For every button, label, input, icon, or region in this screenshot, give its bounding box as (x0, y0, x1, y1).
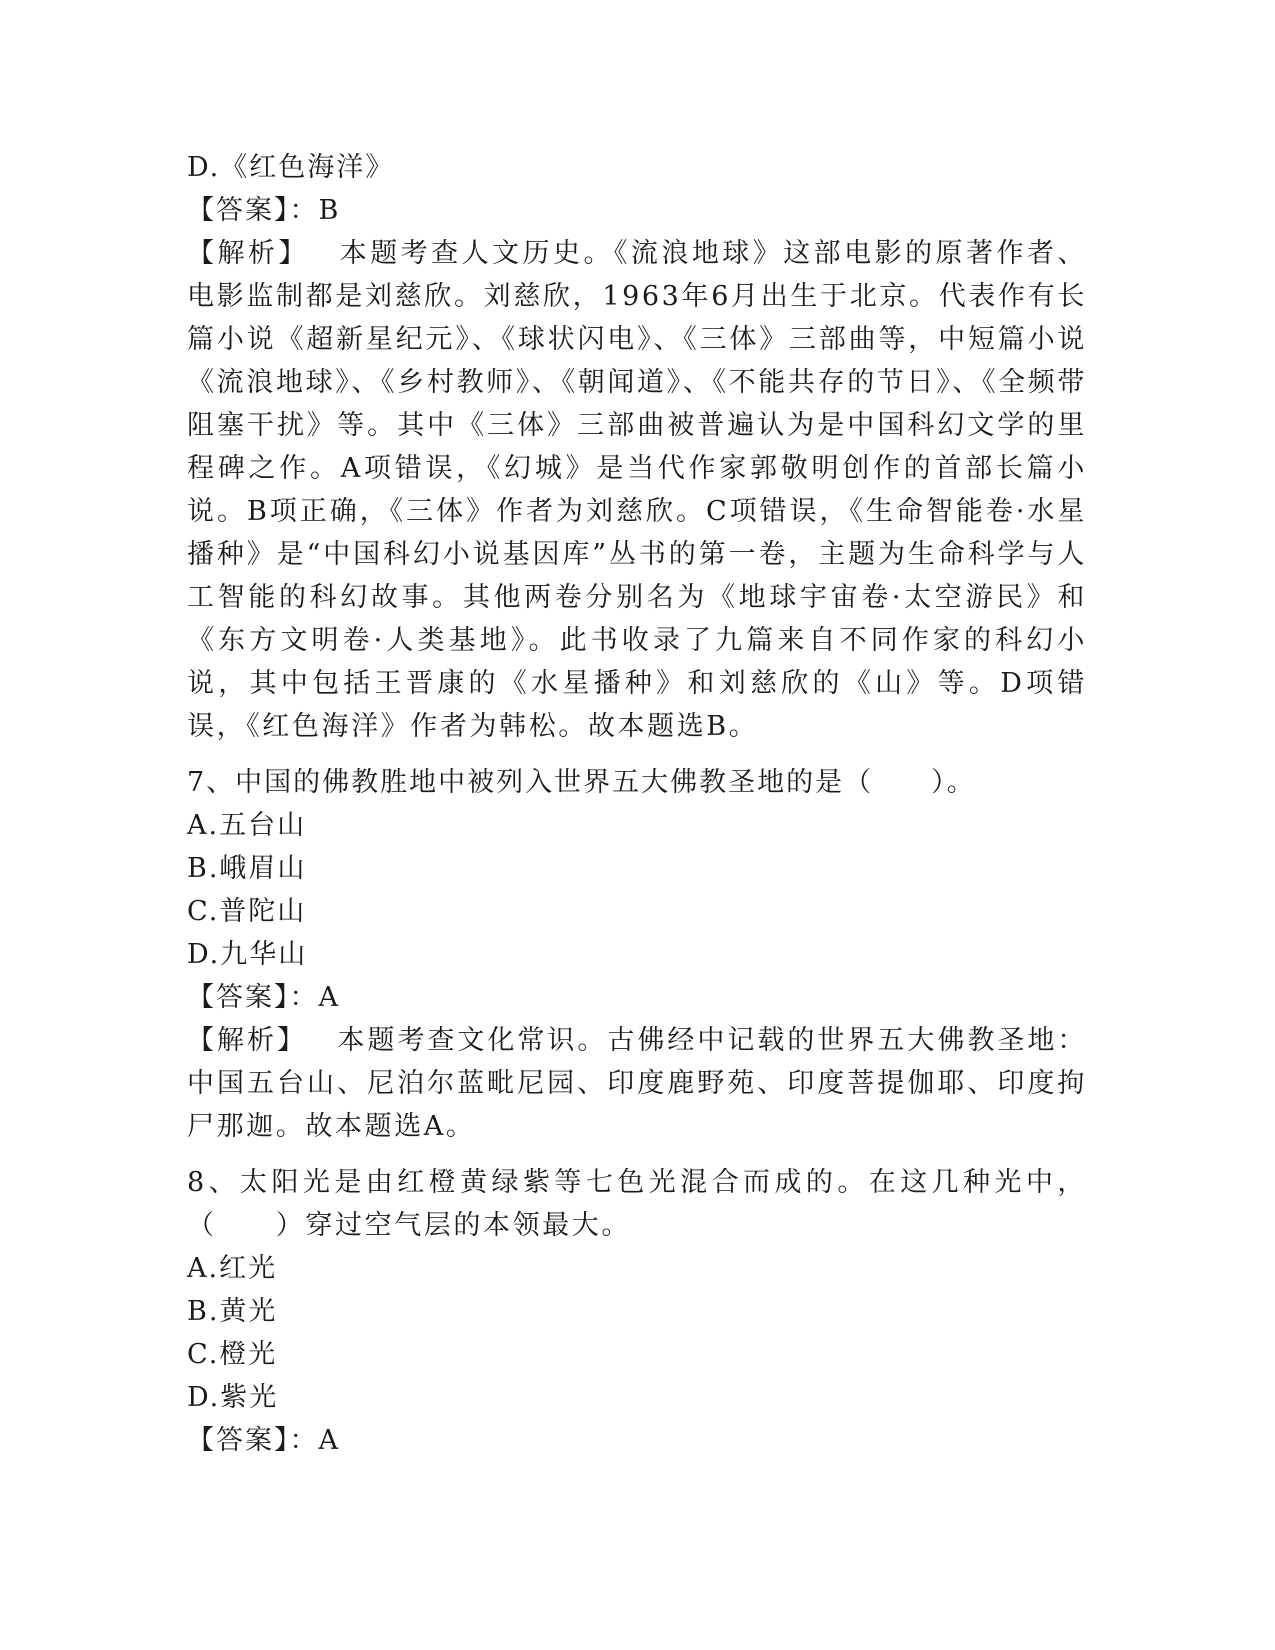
answer-label: 【答案】 (187, 1425, 290, 1456)
q8-answer (187, 1419, 1087, 1462)
q6-answer (187, 189, 1087, 232)
q7-stem: 7、中国的佛教胜地中被列入世界五大佛教圣地的是（ ）。 (187, 767, 976, 798)
q7-option-c: C.普陀山 (187, 896, 307, 927)
answer-value: A (318, 1425, 340, 1456)
q8-option-c: C.橙光 (187, 1339, 278, 1370)
q6-analysis (187, 232, 1087, 748)
q7-option-d: D.九华山 (187, 939, 308, 970)
q6-option-d: D.《红色海洋》 (187, 152, 395, 183)
analysis-text: 本题考查文化常识。古佛经中记载的世界五大佛教圣地：中国五台山、尼泊尔蓝毗尼园、印度鹿野苑、印度菩提伽耶、印度拘尸那迦。故本题选A。 (187, 1025, 1087, 1142)
analysis-label: 【解析】 (187, 238, 309, 269)
q8-option-a: A.红光 (187, 1253, 278, 1284)
q8-option-b: B.黄光 (187, 1296, 278, 1327)
document-page (187, 146, 1087, 1462)
answer-label: 【答案】 (187, 195, 290, 226)
analysis-text: 本题考查人文历史。《流浪地球》这部电影的原著作者、电影监制都是刘慈欣。刘慈欣，1963年6月出生于北京。代表作有长篇小说《超新星纪元》、《球状闪电》、《三体》三部曲等，中短篇小说《流浪地球》、《乡村教师》、《朝闻道》、《不能共存的节日》、《全频带阻塞干扰》等。其中《三体》三部曲被普遍认为是中国科幻文学的里程碑之作。A项错误，《幻城》是当代作家郭敬明创作的首部长篇小说。B项正确，《三体》作者为刘慈欣。C项错误，《生命智能卷·水星播种》是“中国科幻小说基因库”丛书的第一卷，主题为生命科学与人工智能的科幻故事。其他两卷分别名为《地球宇宙卷·太空游民》和《东方文明卷·人类基地》。此书收录了九篇来自不同作家的科幻小说，其中包括王晋康的《水星播种》和刘慈欣的《山》等。D项错误，《红色海洋》作者为韩松。故本题选B。 (187, 238, 1088, 742)
answer-label: 【答案】 (187, 982, 290, 1013)
q8-option-d: D.紫光 (187, 1382, 279, 1413)
analysis-label: 【解析】 (187, 1025, 307, 1056)
answer-value: A (318, 982, 340, 1013)
answer-separator: ： (289, 982, 319, 1013)
q7-analysis (187, 1019, 1087, 1148)
answer-separator: ： (289, 195, 319, 226)
q7-option-a: A.五台山 (187, 810, 307, 841)
answer-separator: ： (289, 1425, 319, 1456)
q7-answer (187, 976, 1087, 1019)
answer-value: B (318, 195, 341, 226)
q7-option-b: B.峨眉山 (187, 853, 307, 884)
q8-stem: 8、太阳光是由红橙黄绿紫等七色光混合而成的。在这几种光中，（ ）穿过空气层的本领最大。 (187, 1167, 1087, 1241)
